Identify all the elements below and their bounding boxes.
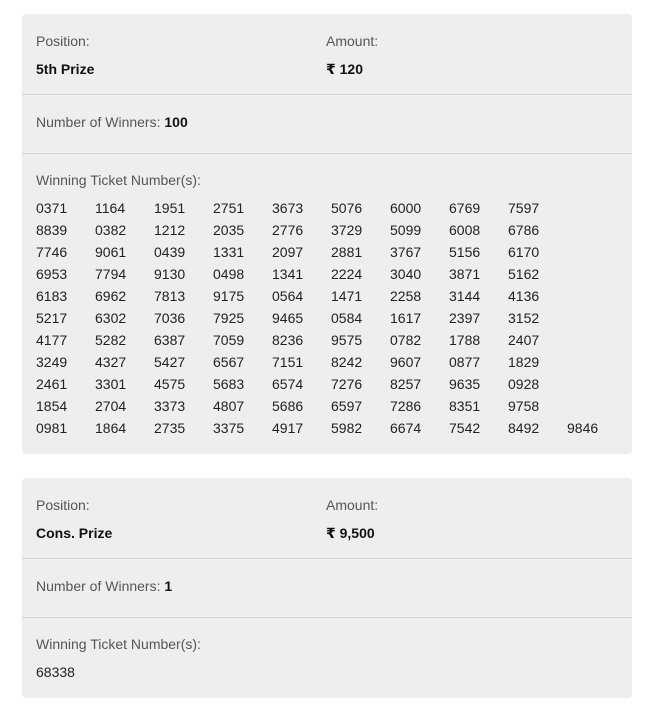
ticket-number: 3040 bbox=[390, 266, 422, 282]
ticket-number: 8236 bbox=[272, 332, 304, 348]
ticket-number: 9607 bbox=[390, 354, 422, 370]
ticket-number: 2735 bbox=[154, 420, 186, 436]
ticket-number: 2258 bbox=[390, 288, 422, 304]
ticket-number: 7746 bbox=[36, 244, 68, 260]
ticket-number: 1341 bbox=[272, 266, 304, 282]
ticket-number: 5427 bbox=[154, 354, 186, 370]
ticket-number: 6567 bbox=[213, 354, 245, 370]
ticket-number: 7036 bbox=[154, 310, 186, 326]
ticket-number: 0782 bbox=[390, 332, 422, 348]
ticket-number: 7542 bbox=[449, 420, 481, 436]
ticket-number: 8257 bbox=[390, 376, 422, 392]
ticket-number: 5076 bbox=[331, 200, 363, 216]
ticket-number: 2397 bbox=[449, 310, 481, 326]
ticket-number: 3673 bbox=[272, 200, 304, 216]
ticket-number: 6674 bbox=[390, 420, 422, 436]
ticket-number: 7813 bbox=[154, 288, 186, 304]
ticket-number: 9130 bbox=[154, 266, 186, 282]
ticket-number: 6183 bbox=[36, 288, 68, 304]
ticket-number: 3373 bbox=[154, 398, 186, 414]
position-label: Position: bbox=[36, 497, 90, 513]
position-value: 5th Prize bbox=[36, 61, 95, 77]
prize-card-5th bbox=[22, 14, 632, 454]
ticket-number: 6387 bbox=[154, 332, 186, 348]
ticket-number: 68338 bbox=[36, 664, 75, 680]
ticket-number: 3249 bbox=[36, 354, 68, 370]
position-amount-section bbox=[22, 14, 632, 95]
winners-count-line bbox=[36, 578, 172, 594]
winners-value: 1 bbox=[164, 578, 173, 594]
ticket-number: 1331 bbox=[213, 244, 245, 260]
ticket-number: 7059 bbox=[213, 332, 245, 348]
position-value: Cons. Prize bbox=[36, 525, 113, 541]
ticket-number: 6962 bbox=[95, 288, 127, 304]
ticket-number: 1854 bbox=[36, 398, 68, 414]
ticket-number: 3144 bbox=[449, 288, 481, 304]
ticket-number: 2881 bbox=[331, 244, 363, 260]
amount-label: Amount: bbox=[326, 497, 379, 513]
ticket-number: 1829 bbox=[508, 354, 540, 370]
ticket-number: 3767 bbox=[390, 244, 422, 260]
tickets-label: Winning Ticket Number(s): bbox=[36, 172, 201, 188]
ticket-number: 9635 bbox=[449, 376, 481, 392]
ticket-number: 4575 bbox=[154, 376, 186, 392]
ticket-number: 2407 bbox=[508, 332, 540, 348]
ticket-number: 6597 bbox=[331, 398, 363, 414]
ticket-number: 0981 bbox=[36, 420, 68, 436]
ticket-number: 5686 bbox=[272, 398, 304, 414]
ticket-number: 1471 bbox=[331, 288, 363, 304]
amount-value: ₹ 120 bbox=[326, 61, 363, 77]
ticket-number: 9465 bbox=[272, 310, 304, 326]
ticket-number: 1212 bbox=[154, 222, 186, 238]
ticket-number: 8492 bbox=[508, 420, 540, 436]
ticket-number: 1164 bbox=[95, 200, 126, 216]
ticket-number: 2704 bbox=[95, 398, 127, 414]
ticket-number: 7151 bbox=[272, 354, 304, 370]
ticket-number: 3375 bbox=[213, 420, 245, 436]
ticket-number: 8839 bbox=[36, 222, 68, 238]
winners-section bbox=[22, 559, 632, 618]
position-label: Position: bbox=[36, 33, 90, 49]
ticket-number: 7925 bbox=[213, 310, 245, 326]
ticket-number: 5217 bbox=[36, 310, 68, 326]
ticket-number: 0877 bbox=[449, 354, 481, 370]
ticket-number: 2751 bbox=[213, 200, 245, 216]
ticket-number: 7794 bbox=[95, 266, 127, 282]
ticket-number: 7276 bbox=[331, 376, 363, 392]
ticket-number: 4177 bbox=[36, 332, 68, 348]
ticket-number: 6786 bbox=[508, 222, 540, 238]
tickets-label: Winning Ticket Number(s): bbox=[36, 636, 201, 652]
ticket-number: 1788 bbox=[449, 332, 481, 348]
ticket-number: 6000 bbox=[390, 200, 422, 216]
ticket-number: 1951 bbox=[154, 200, 186, 216]
ticket-number: 6953 bbox=[36, 266, 68, 282]
ticket-number: 9758 bbox=[508, 398, 540, 414]
ticket-number: 4327 bbox=[95, 354, 127, 370]
ticket-number: 4917 bbox=[272, 420, 304, 436]
ticket-number: 7286 bbox=[390, 398, 422, 414]
ticket-number: 6302 bbox=[95, 310, 127, 326]
ticket-number: 8242 bbox=[331, 354, 363, 370]
ticket-number: 7597 bbox=[508, 200, 540, 216]
ticket-number: 4136 bbox=[508, 288, 540, 304]
ticket-number: 3729 bbox=[331, 222, 363, 238]
position-amount-section bbox=[22, 478, 632, 559]
ticket-number: 0439 bbox=[154, 244, 186, 260]
ticket-number: 2461 bbox=[36, 376, 68, 392]
winners-label: Number of Winners: bbox=[36, 114, 161, 130]
ticket-number: 3871 bbox=[449, 266, 481, 282]
ticket-number: 2097 bbox=[272, 244, 304, 260]
ticket-number: 9061 bbox=[95, 244, 127, 260]
ticket-number: 6574 bbox=[272, 376, 304, 392]
ticket-number: 5982 bbox=[331, 420, 363, 436]
ticket-number: 5282 bbox=[95, 332, 127, 348]
ticket-number: 9846 bbox=[567, 420, 599, 436]
amount-value: ₹ 9,500 bbox=[326, 525, 375, 541]
winners-value: 100 bbox=[164, 114, 188, 130]
prize-card-cons bbox=[22, 478, 632, 698]
winners-count-line bbox=[36, 114, 188, 130]
ticket-number: 0564 bbox=[272, 288, 304, 304]
amount-label: Amount: bbox=[326, 33, 379, 49]
ticket-number: 4807 bbox=[213, 398, 245, 414]
ticket-number: 6008 bbox=[449, 222, 481, 238]
ticket-number: 0584 bbox=[331, 310, 363, 326]
ticket-number: 0371 bbox=[36, 200, 68, 216]
ticket-number: 2224 bbox=[331, 266, 363, 282]
ticket-number: 6769 bbox=[449, 200, 481, 216]
ticket-number: 9575 bbox=[331, 332, 363, 348]
ticket-number: 9175 bbox=[213, 288, 245, 304]
ticket-number: 3152 bbox=[508, 310, 540, 326]
winners-section bbox=[22, 95, 632, 154]
ticket-number: 0928 bbox=[508, 376, 540, 392]
ticket-number: 2776 bbox=[272, 222, 304, 238]
ticket-number: 2035 bbox=[213, 222, 245, 238]
ticket-number: 6170 bbox=[508, 244, 540, 260]
ticket-number: 1864 bbox=[95, 420, 127, 436]
ticket-number: 3301 bbox=[95, 376, 127, 392]
ticket-number: 5099 bbox=[390, 222, 422, 238]
ticket-number: 5683 bbox=[213, 376, 245, 392]
ticket-number: 0382 bbox=[95, 222, 127, 238]
ticket-number: 8351 bbox=[449, 398, 481, 414]
ticket-number: 5162 bbox=[508, 266, 540, 282]
ticket-number: 5156 bbox=[449, 244, 481, 260]
winners-label: Number of Winners: bbox=[36, 578, 161, 594]
ticket-number: 1617 bbox=[390, 310, 422, 326]
ticket-number: 0498 bbox=[213, 266, 245, 282]
